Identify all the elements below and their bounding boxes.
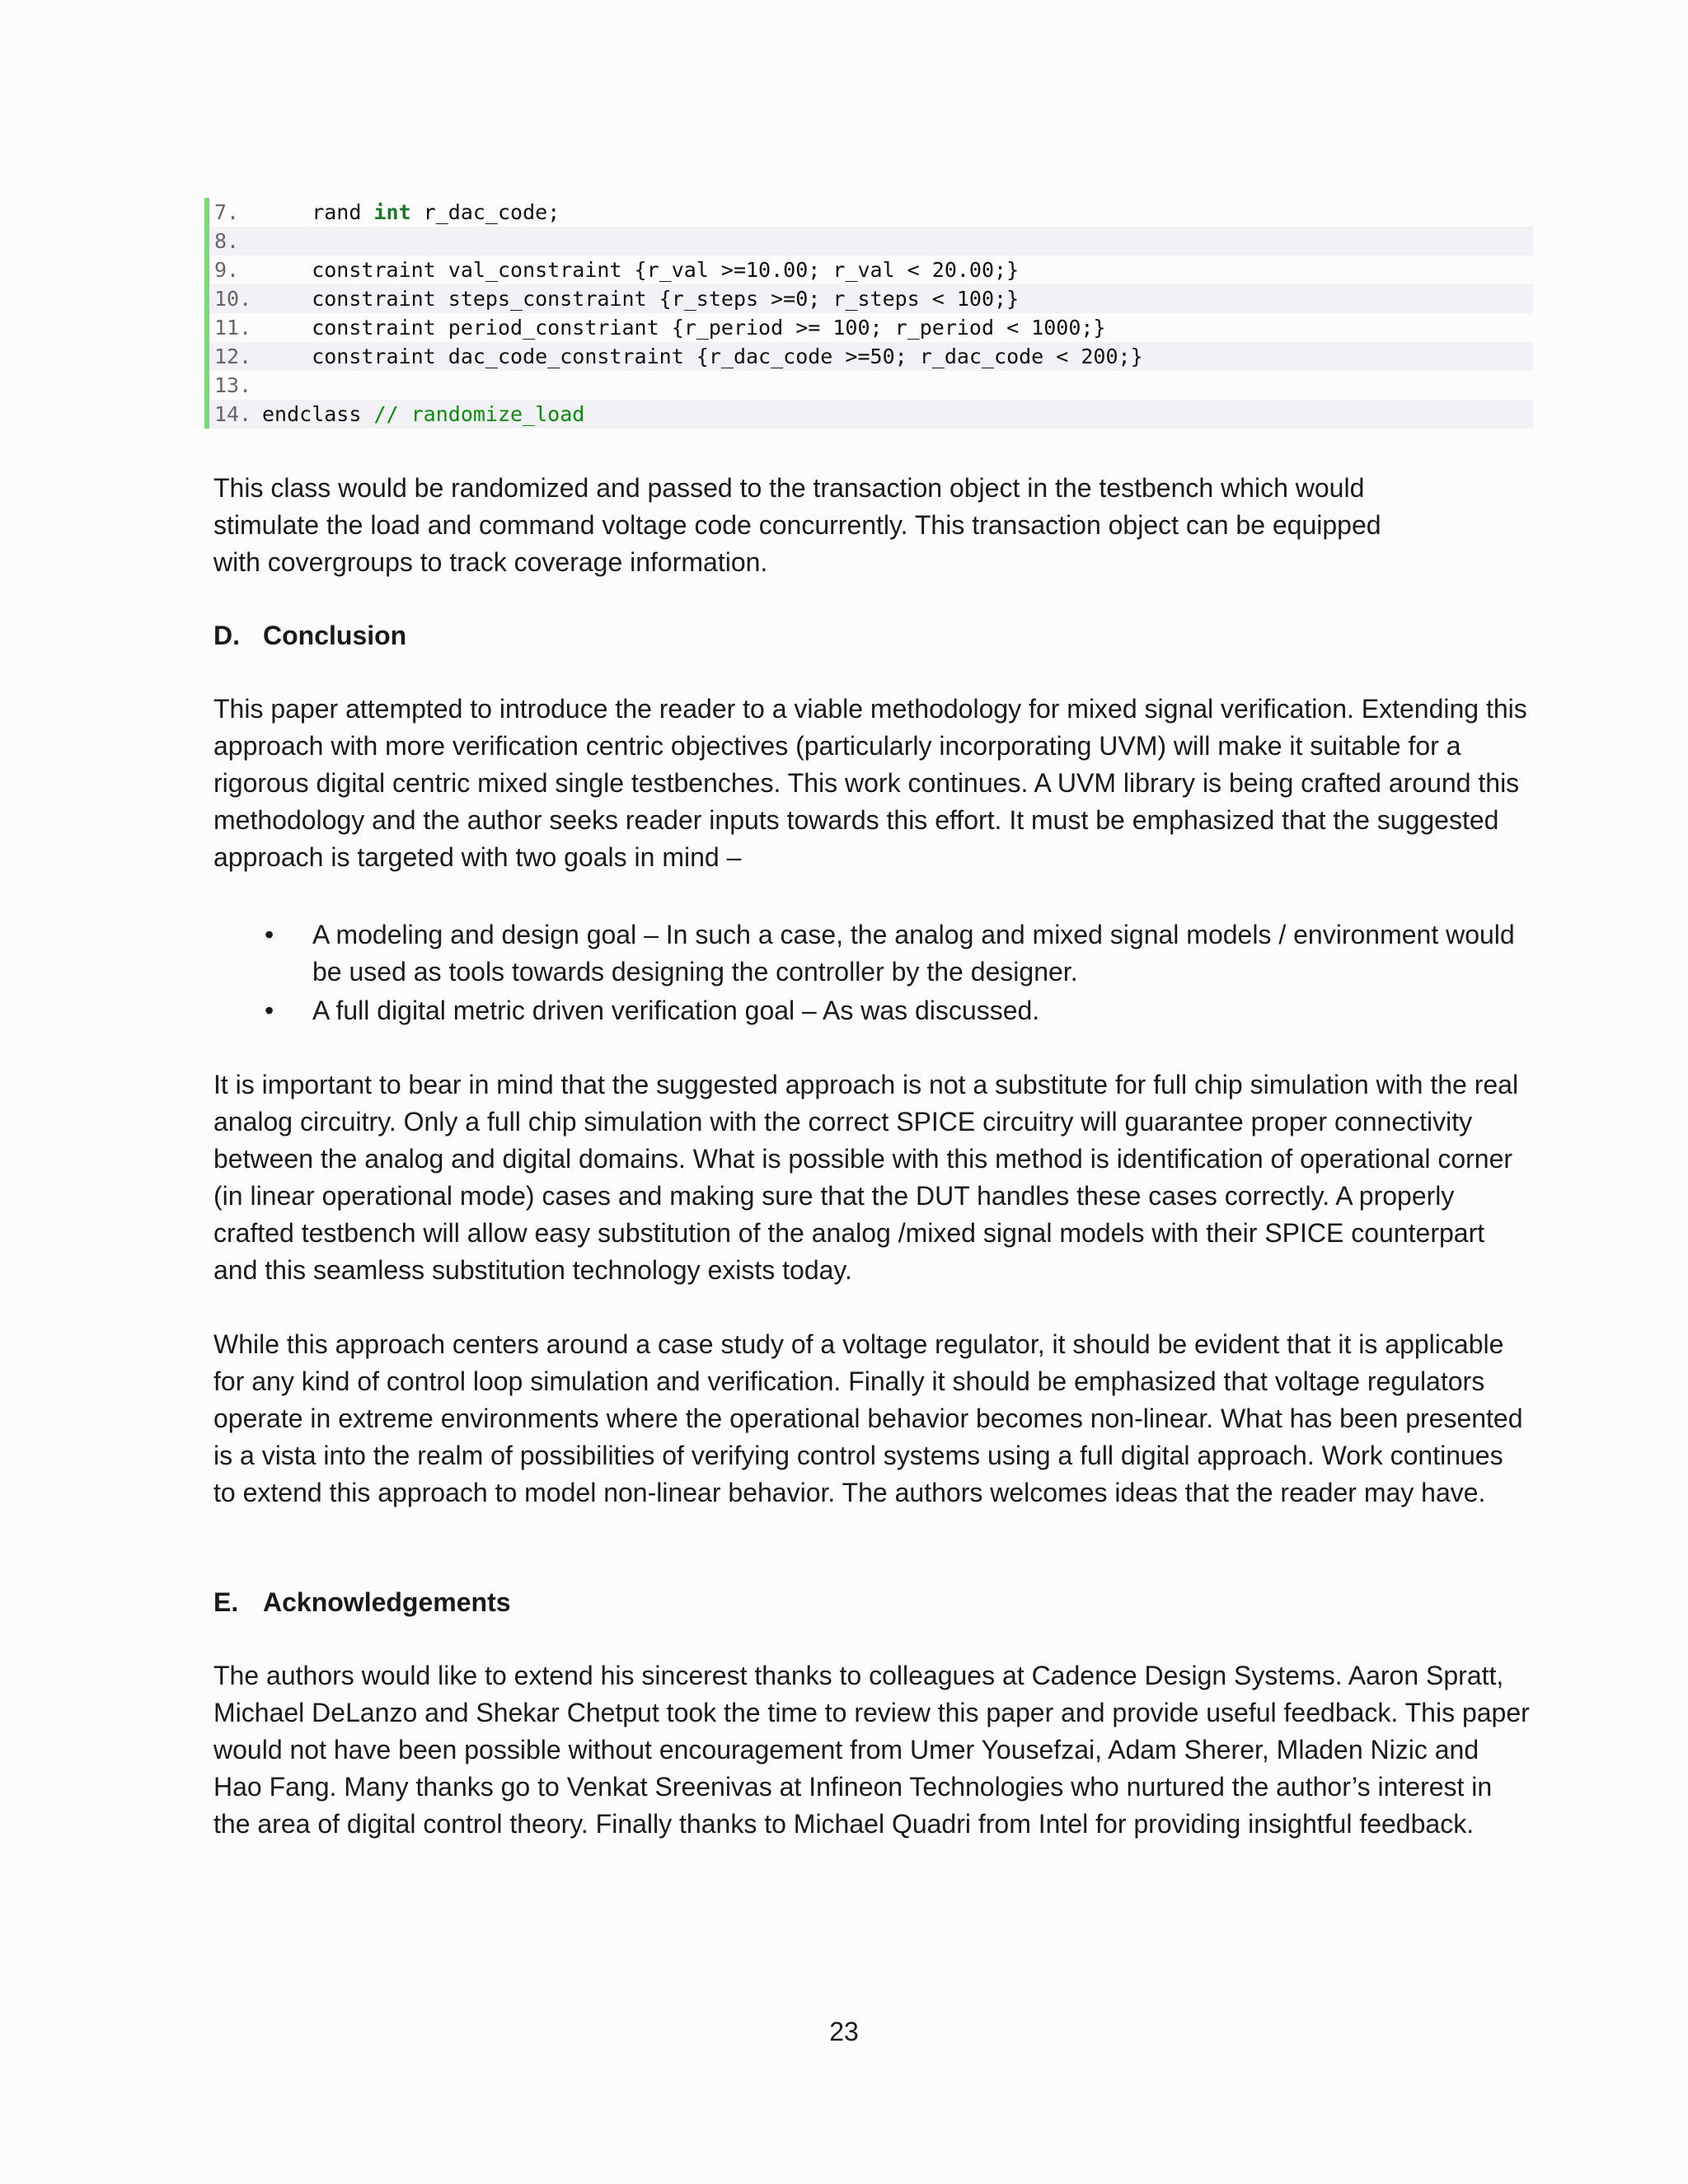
- code-text: constraint val_constraint {r_val >=10.00; r_val < 20.00;}: [262, 258, 1020, 282]
- line-number: 9.: [214, 258, 240, 282]
- bullet-icon: •: [265, 920, 274, 949]
- code-line: [209, 255, 1533, 284]
- line-number: 13.: [214, 373, 252, 397]
- line-number: 8.: [214, 229, 240, 253]
- paragraph: While this approach centers around a case study of a voltage regulator, it should be evident that it is applicable for any kind of control loop simulation and verification. Finally it should be emphasized that voltage regulators operate in extreme environments where the operational behavior becomes non-linear. What has been presented is a vista into the realm of possibilities of verifying control systems using a full digital approach. Work continues to extend this approach to model non-linear behavior. The authors welcomes ideas that the reader may have.: [213, 1329, 1523, 1507]
- code-text: r_dac_code;: [410, 200, 560, 224]
- code-line: [209, 400, 1533, 429]
- code-text: rand: [262, 200, 374, 224]
- section-heading-acknowledgements: [213, 1584, 511, 1621]
- list-item-text: A modeling and design goal – In such a case, the analog and mixed signal models / environment would be used as tools towards designing the controller by the designer.: [312, 920, 1515, 987]
- code-text: constraint period_constriant {r_period >= 100; r_period < 1000;}: [262, 316, 1106, 340]
- section-heading-conclusion: [213, 617, 406, 654]
- code-line: [209, 342, 1533, 371]
- code-text: constraint dac_code_constraint {r_dac_code >=50; r_dac_code < 200;}: [262, 344, 1143, 368]
- code-line: [209, 198, 1533, 227]
- section-number: D.: [213, 621, 240, 650]
- paragraph: This paper attempted to introduce the reader to a viable methodology for mixed signal verification. Extending this approach with more verification centric objectives (particularly incorporating UVM) will make it suitable for a rigorous digital centric mixed single testbenches. This work continues. A UVM library is being crafted around this methodology and the author seeks reader inputs towards this effort. It must be emphasized that the suggested approach is targeted with two goals in mind –: [213, 694, 1527, 872]
- section-title: Conclusion: [263, 621, 407, 650]
- bullet-list: [213, 916, 1532, 1031]
- line-number: 11.: [214, 316, 252, 340]
- code-line: [209, 227, 1533, 255]
- section-number: E.: [213, 1587, 239, 1617]
- code-line: [209, 284, 1533, 313]
- paragraph: This class would be randomized and passed to the transaction object in the testbench which would stimulate the load and command voltage code concurrently. This transaction object can be equipped with covergroups to track coverage information.: [213, 473, 1381, 577]
- code-text: endclass: [262, 402, 374, 426]
- list-item: [213, 992, 1532, 1029]
- page-number: 23: [829, 2017, 859, 2046]
- code-line: [209, 371, 1533, 400]
- code-comment: // randomize_load: [373, 402, 585, 426]
- line-number: 14.: [214, 402, 252, 426]
- section-title: Acknowledgements: [263, 1587, 511, 1617]
- bullet-icon: •: [265, 996, 274, 1025]
- code-text: constraint steps_constraint {r_steps >=0; r_steps < 100;}: [262, 287, 1020, 311]
- code-line: [209, 313, 1533, 342]
- line-number: 12.: [214, 344, 252, 368]
- list-item-text: A full digital metric driven verification goal – As was discussed.: [312, 996, 1040, 1025]
- code-keyword: int: [373, 200, 411, 224]
- line-number: 10.: [214, 287, 252, 311]
- paragraph: It is important to bear in mind that the suggested approach is not a substitute for full chip simulation with the real analog circuitry. Only a full chip simulation with the correct SPICE circuitry will guarantee proper connectivity between the analog and digital domains. What is possible with this method is identification of operational corner (in linear operational mode) cases and making sure that the DUT handles these cases correctly. A properly crafted testbench will allow easy substitution of the analog /mixed signal models with their SPICE counterpart and this seamless substitution technology exists today.: [213, 1070, 1519, 1285]
- list-item: [213, 916, 1532, 991]
- code-listing: [204, 198, 1533, 429]
- line-number: 7.: [214, 200, 240, 224]
- paragraph: The authors would like to extend his sincerest thanks to colleagues at Cadence Design Systems. Aaron Spratt, Michael DeLanzo and Shekar Chetput took the time to review this paper and provide useful feedback. This paper would not have been possible without encouragement from Umer Yousefzai, Adam Sherer, Mladen Nizic and Hao Fang. Many thanks go to Venkat Sreenivas at Infineon Technologies who nurtured the author’s interest in the area of digital control theory. Finally thanks to Michael Quadri from Intel for providing insightful feedback.: [213, 1661, 1530, 1839]
